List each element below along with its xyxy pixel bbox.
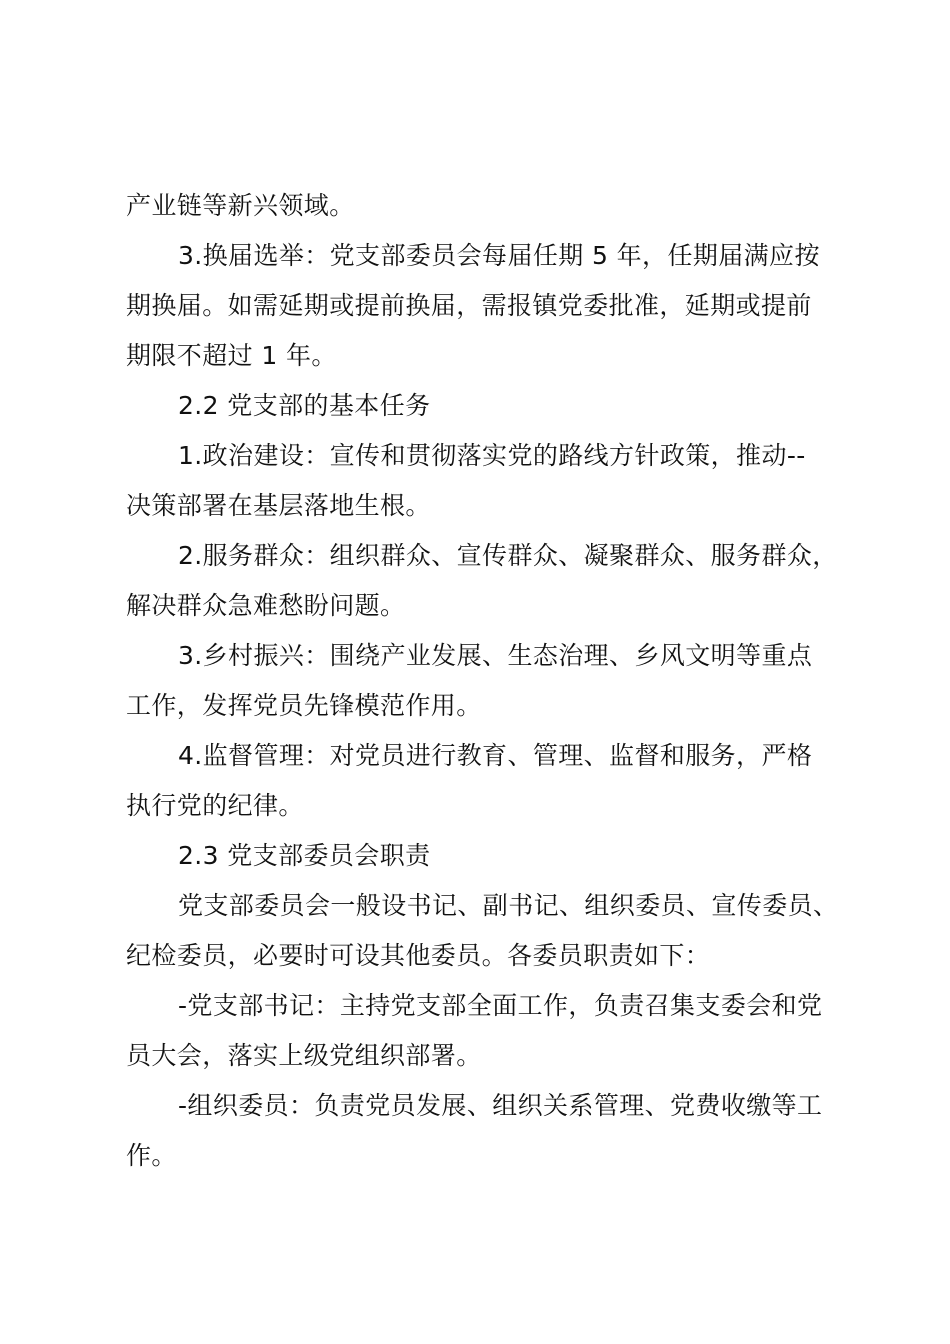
text-line: 党支部委员会一般设书记、副书记、组织委员、宣传委员、 — [178, 891, 839, 920]
text-line: 产业链等新兴领域。 — [126, 191, 355, 220]
text-line: 纪检委员，必要时可设其他委员。各委员职责如下： — [126, 941, 711, 970]
text-line: 3.乡村振兴：围绕产业发展、生态治理、乡风文明等重点 — [178, 641, 813, 670]
text-line: 员大会，落实上级党组织部署。 — [126, 1041, 482, 1070]
text-line: 决策部署在基层落地生根。 — [126, 491, 431, 520]
text-line: 1.政治建设：宣传和贯彻落实党的路线方针政策，推动-- — [178, 441, 806, 470]
text-line: 执行党的纪律。 — [126, 791, 304, 820]
text-line: 期限不超过 1 年。 — [126, 341, 337, 370]
text-line: 4.监督管理：对党员进行教育、管理、监督和服务，严格 — [178, 741, 813, 770]
text-line: 工作，发挥党员先锋模范作用。 — [126, 691, 482, 720]
text-line: -组织委员：负责党员发展、组织关系管理、党费收缴等工 — [178, 1091, 823, 1120]
text-line: 作。 — [126, 1141, 177, 1170]
text-line: 期换届。如需延期或提前换届，需报镇党委批准，延期或提前 — [126, 291, 812, 320]
text-line: -党支部书记：主持党支部全面工作，负责召集支委会和党 — [178, 991, 823, 1020]
section-heading: 2.2 党支部的基本任务 — [178, 391, 431, 420]
section-heading: 2.3 党支部委员会职责 — [178, 841, 431, 870]
text-line: 3.换届选举：党支部委员会每届任期 5 年，任期届满应按 — [178, 241, 820, 270]
text-line: 2.服务群众：组织群众、宣传群众、凝聚群众、服务群众， — [178, 541, 838, 570]
text-line: 解决群众急难愁盼问题。 — [126, 591, 406, 620]
